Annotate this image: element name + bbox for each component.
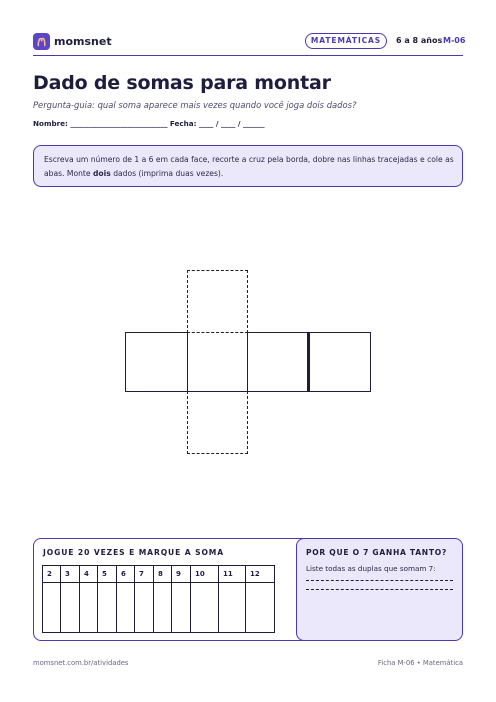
sum-header-11: 11 <box>219 566 246 583</box>
tally-cell-11 <box>219 583 246 633</box>
sum-header-10: 10 <box>191 566 219 583</box>
answer-line <box>306 589 453 590</box>
subject-badge: MATEMÁTICAS <box>305 33 387 49</box>
die-face-far-right <box>308 332 371 392</box>
instruction-box <box>33 145 463 187</box>
tally-cell-3 <box>61 583 80 633</box>
tally-cell-5 <box>98 583 117 633</box>
page-title: Dado de somas para montar <box>33 72 331 94</box>
sum-header-9: 9 <box>172 566 191 583</box>
die-face-top-tab <box>187 270 248 333</box>
sum-header-2: 2 <box>43 566 61 583</box>
tally-cell-12 <box>246 583 275 633</box>
tally-cell-10 <box>191 583 219 633</box>
tally-cell-4 <box>80 583 98 633</box>
sheet-code: M-06 <box>443 36 466 45</box>
instruction-text-start: Escreva um número de 1 a 6 em cada face, recorte a cruz pela borda, dobre nas linhas tracejadas e cole as abas. Monte <box>44 155 454 178</box>
sum-header-3: 3 <box>61 566 80 583</box>
tally-cell-9 <box>172 583 191 633</box>
brand-name: momsnet <box>54 35 112 48</box>
header-divider <box>33 55 463 56</box>
die-face-left <box>125 332 188 392</box>
instruction-text <box>44 153 454 181</box>
why-seven-prompt: Liste todas as duplas que somam 7: <box>306 564 436 573</box>
instruction-text-end: dados (imprima duas vezes). <box>110 169 224 178</box>
tally-title: JOGUE 20 VEZES E MARQUE A SOMA <box>43 548 225 557</box>
footer-url: momsnet.com.br/atividades <box>33 659 129 667</box>
age-range: 6 a 8 años <box>396 36 443 45</box>
sum-header-12: 12 <box>246 566 275 583</box>
sum-header-5: 5 <box>98 566 117 583</box>
tally-cell-8 <box>154 583 172 633</box>
name-date-line: Nombre: ___________________________ Fecha: ____ / ____ / ______ <box>33 119 265 128</box>
die-face-bottom <box>187 391 248 454</box>
answer-line <box>306 580 453 581</box>
tally-cell-6 <box>117 583 135 633</box>
die-net-fold-edge <box>307 332 310 392</box>
footer-sheet-ref: Ficha M-06 • Matemática <box>377 659 463 667</box>
instruction-emphasis: dois <box>93 169 111 178</box>
tally-cell-7 <box>135 583 154 633</box>
tally-cell-2 <box>43 583 61 633</box>
guide-question: Pergunta-guia: qual soma aparece mais vezes quando você joga dois dados? <box>33 100 357 110</box>
tally-box <box>33 538 310 641</box>
sum-header-6: 6 <box>117 566 135 583</box>
tally-table <box>42 565 275 633</box>
sum-header-7: 7 <box>135 566 154 583</box>
sum-header-4: 4 <box>80 566 98 583</box>
die-face-right <box>247 332 309 392</box>
why-seven-box <box>296 538 463 641</box>
sum-header-8: 8 <box>154 566 172 583</box>
brand-logo-icon <box>33 33 50 50</box>
die-face-center <box>187 332 248 392</box>
why-seven-title: POR QUE O 7 GANHA TANTO? <box>306 548 447 557</box>
